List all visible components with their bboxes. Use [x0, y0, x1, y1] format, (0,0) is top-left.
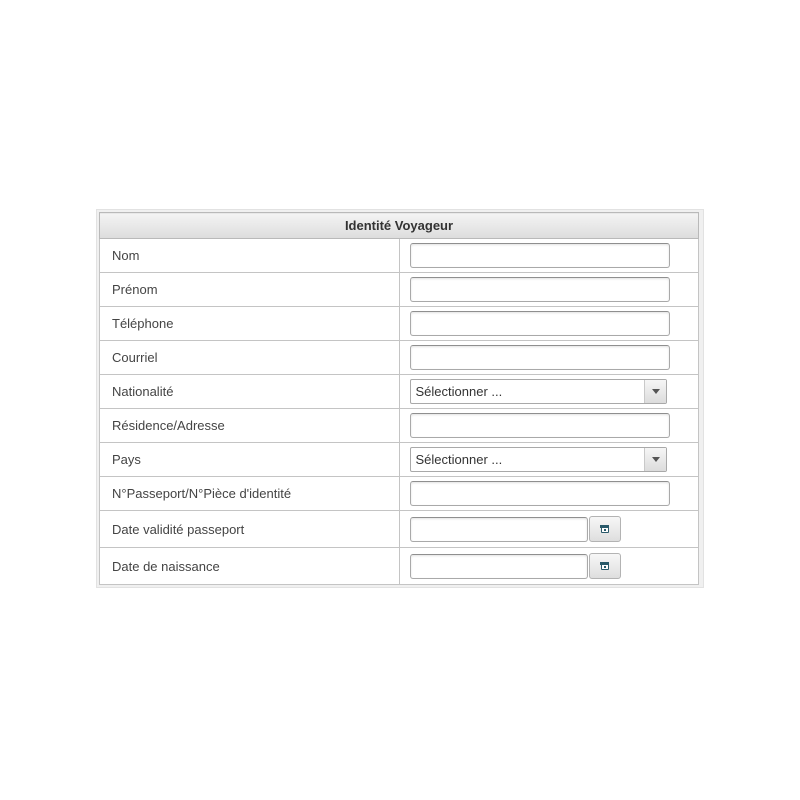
- courriel-input[interactable]: [410, 345, 670, 370]
- passeport-input[interactable]: [410, 481, 670, 506]
- date-validite-input[interactable]: [410, 517, 588, 542]
- residence-input[interactable]: [410, 413, 670, 438]
- row-passeport: [100, 477, 699, 511]
- row-residence: [100, 409, 699, 443]
- row-nom: [100, 239, 699, 273]
- label-date-validite: Date validité passeport: [100, 511, 400, 548]
- calendar-icon: [601, 562, 609, 570]
- nationalite-select-value: Sélectionner ...: [415, 384, 503, 399]
- row-prenom: [100, 273, 699, 307]
- date-naissance-group: [410, 553, 699, 579]
- date-validite-group: [410, 516, 699, 542]
- label-passeport: N°Passeport/N°Pièce d'identité: [100, 477, 400, 511]
- form-container: [96, 209, 704, 588]
- row-date-naissance: [100, 548, 699, 585]
- date-naissance-calendar-button[interactable]: [589, 553, 621, 579]
- nationalite-select[interactable]: [410, 379, 667, 404]
- pays-select-value: Sélectionner ...: [415, 452, 503, 467]
- chevron-down-icon[interactable]: [644, 448, 666, 471]
- label-residence: Résidence/Adresse: [100, 409, 400, 443]
- row-telephone: [100, 307, 699, 341]
- label-nationalite: Nationalité: [100, 375, 400, 409]
- row-date-validite: [100, 511, 699, 548]
- label-prenom: Prénom: [100, 273, 400, 307]
- label-telephone: Téléphone: [100, 307, 400, 341]
- row-nationalite: [100, 375, 699, 409]
- traveler-identity-form: [99, 212, 699, 585]
- label-courriel: Courriel: [100, 341, 400, 375]
- chevron-down-icon[interactable]: [644, 380, 666, 403]
- label-pays: Pays: [100, 443, 400, 477]
- nom-input[interactable]: [410, 243, 670, 268]
- row-pays: [100, 443, 699, 477]
- calendar-icon: [601, 525, 609, 533]
- date-naissance-input[interactable]: [410, 554, 588, 579]
- prenom-input[interactable]: [410, 277, 670, 302]
- telephone-input[interactable]: [410, 311, 670, 336]
- form-title: Identité Voyageur: [100, 213, 699, 239]
- date-validite-calendar-button[interactable]: [589, 516, 621, 542]
- label-nom: Nom: [100, 239, 400, 273]
- label-date-naissance: Date de naissance: [100, 548, 400, 585]
- row-courriel: [100, 341, 699, 375]
- pays-select[interactable]: [410, 447, 667, 472]
